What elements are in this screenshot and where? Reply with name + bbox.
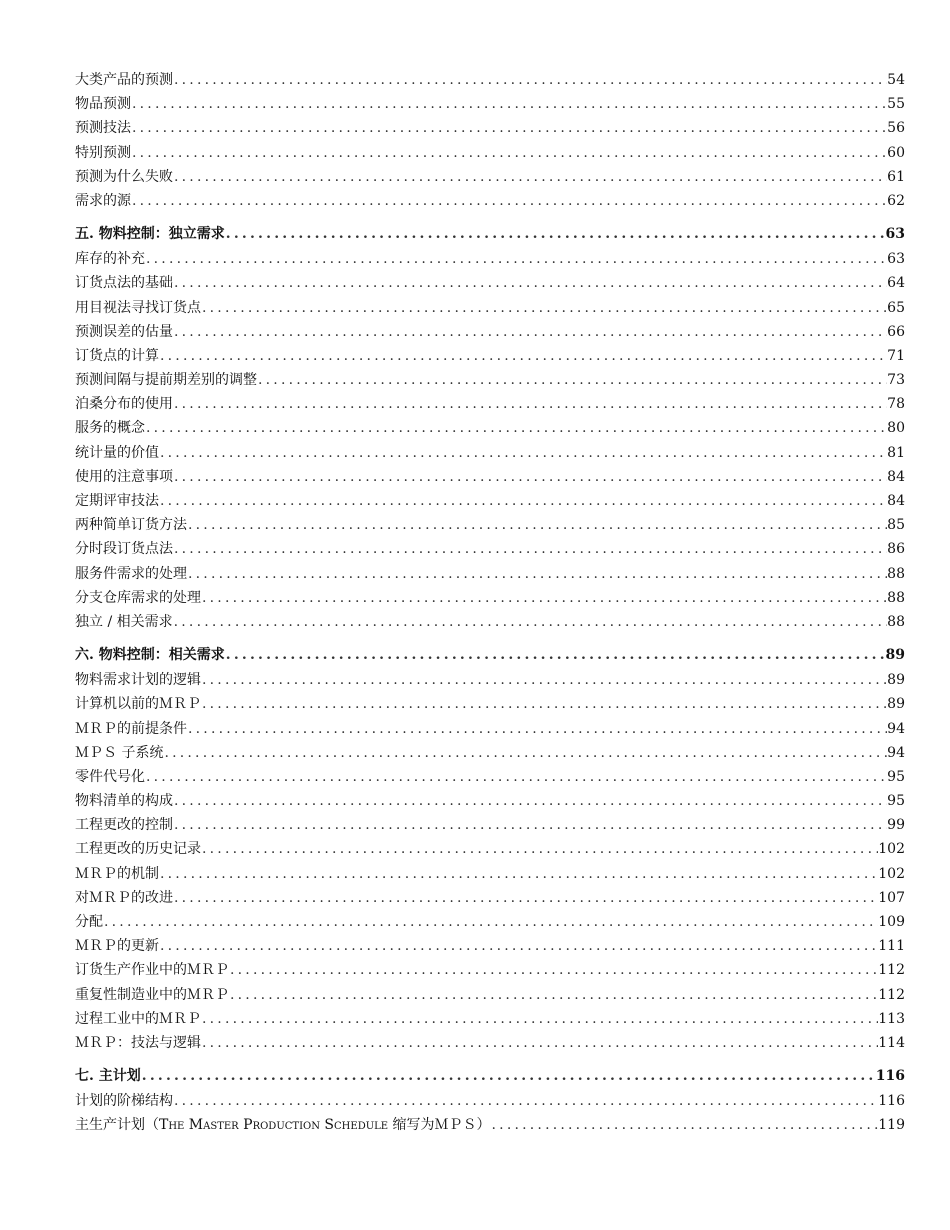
toc-entry[interactable] xyxy=(75,741,905,765)
toc-entry[interactable] xyxy=(75,789,905,813)
toc-entry-page: 112 xyxy=(878,986,905,1003)
toc-entry-title: 用目视法寻找订货点 xyxy=(75,299,201,316)
toc-entry-title: 分配 xyxy=(75,914,103,930)
toc-entry-page: 107 xyxy=(878,889,905,906)
toc-dot-leader xyxy=(131,141,887,165)
toc-entry-title: 订货点的计算 xyxy=(75,347,159,364)
toc-dot-leader xyxy=(131,189,887,213)
toc-entry[interactable] xyxy=(75,717,905,741)
toc-entry[interactable] xyxy=(75,247,905,271)
toc-entry-page: 112 xyxy=(878,962,905,979)
toc-entry-page: 86 xyxy=(887,541,905,558)
toc-entry[interactable] xyxy=(75,537,905,561)
toc-entry-title: 六. 物料控制：相关需求 xyxy=(75,647,225,664)
toc-entry-title: ＭＲＰ：技法与逻辑 xyxy=(75,1034,201,1051)
toc-entry-title: ＭＰＳ 子系统 xyxy=(75,744,164,761)
toc-dot-leader xyxy=(163,741,887,765)
toc-entry-title: 对ＭＲＰ的改进 xyxy=(75,889,173,906)
toc-dot-leader xyxy=(173,465,887,489)
toc-entry[interactable] xyxy=(75,116,905,140)
toc-dot-leader xyxy=(173,789,887,813)
toc-entry[interactable] xyxy=(75,934,905,958)
toc-entry-title: 主生产计划（The Master Production Schedule 缩写为ＭＰＳ） xyxy=(75,1117,491,1134)
toc-entry-title: 泊桑分布的使用 xyxy=(75,396,173,413)
toc-dot-leader xyxy=(229,983,878,1007)
toc-dot-leader xyxy=(103,910,878,934)
toc-entry-page: 94 xyxy=(887,720,905,737)
toc-entry-page: 78 xyxy=(887,396,905,413)
toc-entry[interactable] xyxy=(75,862,905,886)
toc-entry-title: 物料清单的构成 xyxy=(75,793,173,810)
toc-entry-title: 五. 物料控制：独立需求 xyxy=(75,226,225,243)
toc-entry-page: 61 xyxy=(887,168,905,185)
toc-entry[interactable] xyxy=(75,320,905,344)
toc-entry-title: 预测误差的估量 xyxy=(75,323,173,340)
toc-entry[interactable] xyxy=(75,837,905,861)
toc-entry-title: 库存的补充 xyxy=(75,251,145,268)
toc-entry-title: 特别预测 xyxy=(75,144,131,161)
toc-entry[interactable] xyxy=(75,68,905,92)
toc-entry[interactable] xyxy=(75,141,905,165)
toc-entry-page: 116 xyxy=(875,1068,905,1085)
toc-entry-page: 80 xyxy=(887,420,905,437)
table-of-contents xyxy=(75,68,905,1138)
toc-entry[interactable] xyxy=(75,296,905,320)
toc-dot-leader xyxy=(173,165,887,189)
toc-entry-page: 84 xyxy=(887,493,905,509)
toc-dot-leader xyxy=(145,247,887,271)
toc-entry-title: 物料需求计划的逻辑 xyxy=(75,672,201,689)
toc-dot-leader xyxy=(145,416,887,440)
toc-entry-title: 工程更改的控制 xyxy=(75,817,173,834)
toc-dot-leader xyxy=(141,1059,876,1093)
toc-entry-page: 88 xyxy=(887,589,905,606)
toc-entry[interactable] xyxy=(75,813,905,837)
toc-entry-page: 113 xyxy=(878,1010,905,1027)
toc-entry-page: 54 xyxy=(887,72,905,88)
toc-entry[interactable] xyxy=(75,465,905,489)
toc-entry[interactable] xyxy=(75,983,905,1007)
toc-entry-title: 服务件需求的处理 xyxy=(75,565,187,582)
toc-entry-page: 60 xyxy=(887,144,905,161)
toc-entry-page: 65 xyxy=(887,299,905,316)
toc-entry[interactable] xyxy=(75,562,905,586)
toc-entry[interactable] xyxy=(75,441,905,465)
toc-entry-page: 102 xyxy=(878,865,905,882)
toc-dot-leader xyxy=(131,92,887,116)
toc-entry-page: 89 xyxy=(887,672,905,689)
toc-entry-page: 95 xyxy=(887,768,905,785)
toc-dot-leader xyxy=(131,116,887,140)
toc-entry-title: 计划的阶梯结构 xyxy=(75,1093,173,1110)
toc-entry-page: 114 xyxy=(878,1034,905,1051)
toc-entry-title: 大类产品的预测 xyxy=(75,72,173,88)
toc-entry-page: 62 xyxy=(887,192,905,209)
toc-entry-title: ＭＲＰ的前提条件 xyxy=(75,720,187,737)
toc-entry-title: 服务的概念 xyxy=(75,420,145,437)
toc-entry-page: 88 xyxy=(887,565,905,582)
toc-chapter-heading[interactable] xyxy=(75,217,905,251)
toc-dot-leader xyxy=(187,717,887,741)
toc-dot-leader xyxy=(173,68,887,92)
toc-entry[interactable] xyxy=(75,692,905,716)
toc-entry-page: 55 xyxy=(887,96,905,113)
toc-dot-leader xyxy=(201,837,878,861)
toc-dot-leader xyxy=(225,217,886,251)
toc-entry-page: 94 xyxy=(887,744,905,761)
toc-entry-title: 重复性制造业中的ＭＲＰ xyxy=(75,986,229,1003)
toc-entry-page: 109 xyxy=(878,914,905,930)
toc-entry-page: 111 xyxy=(878,938,905,955)
toc-entry-page: 119 xyxy=(878,1117,905,1134)
toc-entry-title: 分时段订货点法 xyxy=(75,541,173,558)
toc-entry[interactable] xyxy=(75,344,905,368)
toc-entry[interactable] xyxy=(75,610,905,634)
toc-dot-leader xyxy=(225,638,886,672)
toc-dot-leader xyxy=(491,1113,879,1137)
toc-dot-leader xyxy=(201,668,887,692)
toc-entry[interactable] xyxy=(75,392,905,416)
toc-entry-page: 84 xyxy=(887,468,905,485)
toc-entry-title: 订货点法的基础 xyxy=(75,275,173,292)
toc-dot-leader xyxy=(159,934,878,958)
toc-dot-leader xyxy=(201,586,887,610)
toc-entry-page: 99 xyxy=(887,817,905,834)
toc-entry[interactable] xyxy=(75,765,905,789)
toc-entry[interactable] xyxy=(75,513,905,537)
toc-dot-leader xyxy=(173,1089,878,1113)
toc-entry-title: 预测间隔与提前期差别的调整 xyxy=(75,372,257,389)
toc-entry[interactable] xyxy=(75,165,905,189)
toc-dot-leader xyxy=(201,1007,878,1031)
toc-entry-title: 预测为什么失败 xyxy=(75,168,173,185)
toc-entry-title: 两种简单订货方法 xyxy=(75,517,187,534)
toc-entry-page: 73 xyxy=(887,372,905,389)
toc-dot-leader xyxy=(201,296,887,320)
toc-entry-title: 过程工业中的ＭＲＰ xyxy=(75,1010,201,1027)
toc-dot-leader xyxy=(201,692,887,716)
toc-entry[interactable] xyxy=(75,1007,905,1031)
toc-dot-leader xyxy=(173,392,887,416)
toc-entry-page: 116 xyxy=(878,1093,905,1110)
toc-entry[interactable] xyxy=(75,92,905,116)
toc-dot-leader xyxy=(173,886,878,910)
toc-dot-leader xyxy=(173,271,887,295)
toc-entry-page: 81 xyxy=(887,444,905,461)
toc-dot-leader xyxy=(173,537,887,561)
toc-entry-title: 独立 / 相关需求 xyxy=(75,613,173,630)
toc-entry[interactable] xyxy=(75,489,905,513)
toc-dot-leader xyxy=(187,562,887,586)
toc-entry-title: ＭＲＰ的机制 xyxy=(75,865,159,882)
toc-dot-leader xyxy=(145,765,887,789)
toc-entry[interactable] xyxy=(75,189,905,213)
toc-entry[interactable] xyxy=(75,416,905,440)
toc-entry-page: 66 xyxy=(887,323,905,340)
toc-entry[interactable] xyxy=(75,368,905,392)
toc-entry-page: 63 xyxy=(887,251,905,268)
toc-dot-leader xyxy=(159,344,887,368)
toc-dot-leader xyxy=(173,610,888,634)
toc-entry-page: 56 xyxy=(887,120,905,137)
toc-entry-page: 64 xyxy=(887,275,905,292)
toc-dot-leader xyxy=(257,368,887,392)
toc-chapter-heading[interactable] xyxy=(75,638,905,672)
toc-chapter-heading[interactable] xyxy=(75,1059,905,1093)
toc-entry-title: 订货生产作业中的ＭＲＰ xyxy=(75,962,229,979)
toc-dot-leader xyxy=(173,320,887,344)
toc-entry-title: 工程更改的历史记录 xyxy=(75,841,201,858)
toc-entry[interactable] xyxy=(75,586,905,610)
toc-entry-page: 102 xyxy=(878,841,905,858)
toc-dot-leader xyxy=(159,489,887,513)
toc-entry-page: 88 xyxy=(887,613,905,630)
toc-entry-page: 89 xyxy=(887,696,905,713)
toc-entry-title: 需求的源 xyxy=(75,192,131,209)
toc-dot-leader xyxy=(159,441,887,465)
toc-entry-title: 计算机以前的ＭＲＰ xyxy=(75,696,201,713)
toc-dot-leader xyxy=(173,813,887,837)
toc-entry[interactable] xyxy=(75,1031,905,1055)
toc-entry-page: 95 xyxy=(887,793,905,810)
toc-entry-title: 预测技法 xyxy=(75,120,131,137)
toc-dot-leader xyxy=(201,1031,878,1055)
toc-entry-title: 物品预测 xyxy=(75,96,131,113)
toc-entry-page: 71 xyxy=(887,347,905,364)
toc-entry-page: 89 xyxy=(885,647,905,664)
toc-entry[interactable] xyxy=(75,271,905,295)
toc-entry-title: 使用的注意事项 xyxy=(75,468,173,485)
toc-dot-leader xyxy=(159,862,878,886)
toc-entry-title: 分支仓库需求的处理 xyxy=(75,589,201,606)
toc-entry[interactable] xyxy=(75,958,905,982)
toc-entry[interactable] xyxy=(75,1089,905,1113)
toc-entry-title: 零件代号化 xyxy=(75,768,145,785)
toc-dot-leader xyxy=(229,958,878,982)
toc-entry-title: 七. 主计划 xyxy=(75,1068,141,1085)
toc-entry[interactable] xyxy=(75,910,905,934)
toc-entry-page: 85 xyxy=(887,517,905,534)
toc-entry[interactable] xyxy=(75,886,905,910)
toc-entry-title: ＭＲＰ的更新 xyxy=(75,938,159,955)
toc-dot-leader xyxy=(187,513,887,537)
toc-entry-title: 定期评审技法 xyxy=(75,493,159,509)
toc-entry[interactable] xyxy=(75,1113,905,1137)
toc-entry[interactable] xyxy=(75,668,905,692)
toc-entry-page: 63 xyxy=(885,226,905,243)
toc-entry-title: 统计量的价值 xyxy=(75,444,159,461)
